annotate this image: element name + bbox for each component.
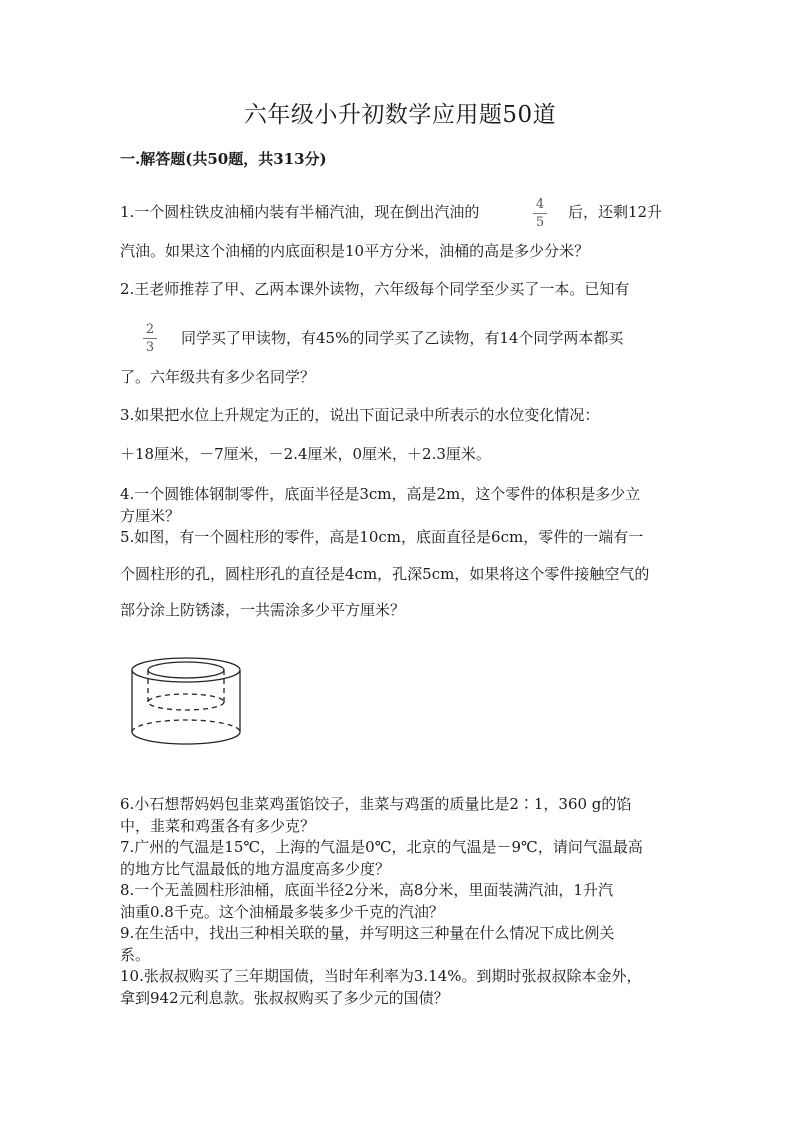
question-2-line-2: 同学买了甲读物，有45%的同学买了乙读物，有14个同学两本都买: [181, 329, 624, 347]
fraction-bar: [143, 338, 157, 339]
question-6-line-1: 6.小石想帮妈妈包韭菜鸡蛋馅饺子，韭菜与鸡蛋的质量比是2∶1，360 g的馅: [120, 795, 632, 813]
question-1-line-2: 汽油。如果这个油桶的内底面积是10平方分米，油桶的高是多少分米？: [120, 242, 590, 260]
fraction-denominator: 3: [145, 340, 155, 355]
fraction-numerator: 2: [145, 322, 155, 337]
question-10-line-2: 拿到942元利息款。张叔叔购买了多少元的国债？: [120, 989, 449, 1007]
question-5-line-2: 个圆柱形的孔，圆柱形孔的直径是4cm，孔深5cm，如果将这个零件接触空气的: [120, 565, 650, 583]
question-8-line-1: 8.一个无盖圆柱形油桶，底面半径2分米，高8分米，里面装满汽油，1升汽: [120, 881, 613, 899]
question-5-line-3: 部分涂上防锈漆，一共需涂多少平方厘米？: [120, 601, 406, 619]
question-7-line-2: 的地方比气温最低的地方温度高多少度？: [120, 860, 391, 878]
fraction-bar: [533, 213, 547, 214]
question-1-line-1-end: 后，还剩12升: [568, 203, 663, 221]
hole-top-ellipse: [148, 662, 224, 678]
question-4-line-1: 4.一个圆锥体钢制零件，底面半径是3cm，高是2m，这个零件的体积是多少立: [120, 485, 641, 503]
section-header: 一.解答题(共50题，共313分): [120, 150, 327, 168]
question-7-line-1: 7.广州的气温是15℃，上海的气温是0℃，北京的气温是－9℃，请问气温最高: [120, 838, 643, 856]
outer-bottom-front: [132, 732, 240, 744]
cylinder-with-hole-figure: [126, 650, 256, 760]
question-3-line-2: ＋18厘米，－7厘米，－2.4厘米，0厘米，＋2.3厘米。: [120, 445, 491, 463]
hole-bottom-ellipse: [148, 694, 224, 710]
question-8-line-2: 油重0.8千克。这个油桶最多装多少千克的汽油？: [120, 903, 444, 921]
question-3-line-1: 3.如果把水位上升规定为正的，说出下面记录中所表示的水位变化情况：: [120, 406, 600, 424]
question-9-line-2: 系。: [120, 946, 151, 964]
question-4-line-2: 方厘米？: [120, 507, 181, 525]
question-6-line-2: 中，韭菜和鸡蛋各有多少克？: [120, 817, 316, 835]
question-5-line-1: 5.如图，有一个圆柱形的零件，高是10cm，底面直径是6cm，零件的一端有一: [120, 528, 644, 546]
fraction-numerator: 4: [535, 197, 545, 212]
question-2-fraction: [141, 322, 159, 355]
question-1-line-1: 1.一个圆柱铁皮油桶内装有半桶汽油，现在倒出汽油的: [120, 203, 480, 221]
question-2-line-1: 2.王老师推荐了甲、乙两本课外读物，六年级每个同学至少买了一本。已知有: [120, 280, 630, 298]
question-9-line-1: 9.在生活中，找出三种相关联的量，并写明这三种量在什么情况下成比例关: [120, 924, 615, 942]
outer-bottom-back: [132, 720, 240, 732]
question-2-line-3: 了。六年级共有多少名同学？: [120, 368, 316, 386]
fraction-denominator: 5: [535, 215, 545, 230]
question-10-line-1: 10.张叔叔购买了三年期国债，当时年利率为3.14%。到期时张叔叔除本金外，: [120, 967, 642, 985]
question-1-fraction: [531, 197, 549, 230]
page-title: 六年级小升初数学应用题50道: [243, 102, 557, 128]
